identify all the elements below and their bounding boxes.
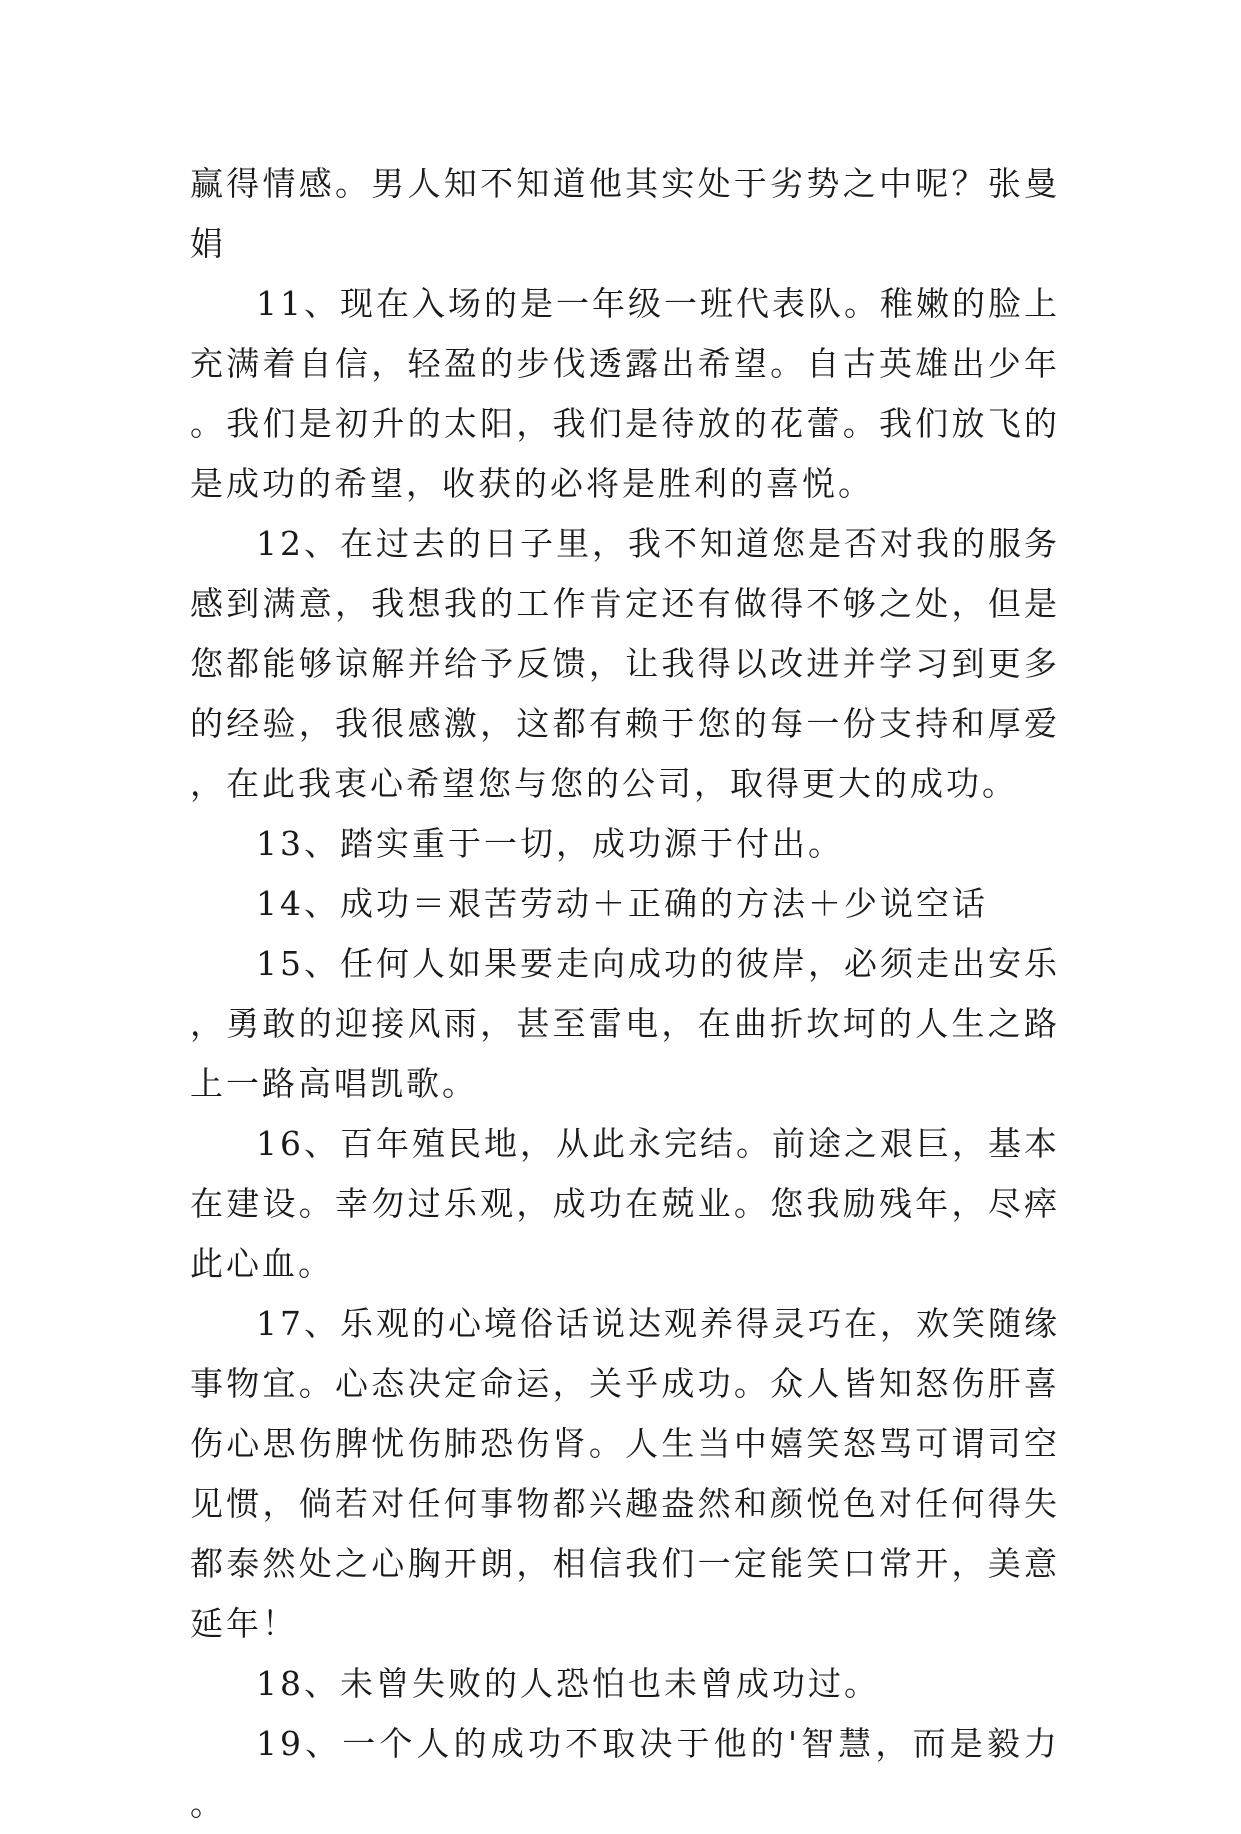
paragraph-1: 赢得情感。男人知不知道他其实处于劣势之中呢？张曼娟: [190, 164, 1060, 263]
paragraph-13: 13、踏实重于一切，成功源于付出。: [256, 824, 844, 863]
paragraph-15: 15、任何人如果要走向成功的彼岸，必须走出安乐，勇敢的迎接风雨，甚至雷电，在曲折坎坷的人生之路上一路高唱凯歌。: [190, 944, 1060, 1103]
paragraph-12: 12、在过去的日子里，我不知道您是否对我的服务感到满意，我想我的工作肯定还有做得不够之处，但是您都能够谅解并给予反馈，让我得以改进并学习到更多的经验，我很感激，这都有赖于您的每一份支持和厚爱，在此我衷心希望您与您的公司，取得更大的成功。: [190, 524, 1060, 803]
paragraph-19: 19、一个人的成功不取决于他的'智慧，而是毅力。: [190, 1724, 1060, 1823]
paragraph-16: 16、百年殖民地，从此永完结。前途之艰巨，基本在建设。幸勿过乐观，成功在兢业。您我励残年，尽瘁此心血。: [190, 1124, 1060, 1283]
paragraph-18: 18、未曾失败的人恐怕也未曾成功过。: [256, 1664, 880, 1703]
paragraph-11: 11、现在入场的是一年级一班代表队。稚嫩的脸上充满着自信，轻盈的步伐透露出希望。自古英雄出少年。我们是初升的太阳，我们是待放的花蕾。我们放飞的是成功的希望，收获的必将是胜利的喜悦。: [190, 284, 1060, 503]
paragraph-14: 14、成功＝艰苦劳动＋正确的方法＋少说空话: [256, 884, 988, 923]
document-body: [190, 154, 1060, 1834]
paragraph-17: 17、乐观的心境俗话说达观养得灵巧在，欢笑随缘事物宜。心态决定命运，关乎成功。众人皆知怒伤肝喜伤心思伤脾忧伤肺恐伤肾。人生当中嬉笑怒骂可谓司空见惯，倘若对任何事物都兴趣盎然和颜悦色对任何得失都泰然处之心胸开朗，相信我们一定能笑口常开，美意延年！: [190, 1304, 1060, 1643]
